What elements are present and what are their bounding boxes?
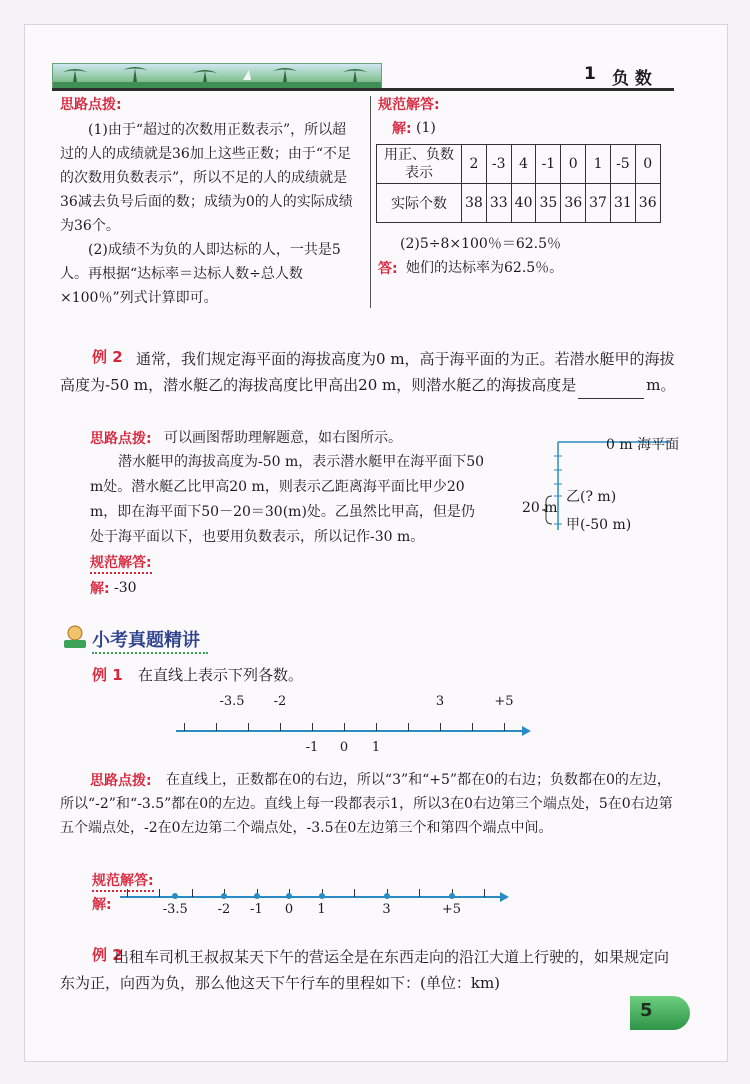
page-number: 5 [640,1000,653,1021]
solve-label: 解: [392,121,412,137]
hint-paragraph-1: (1)由于“超过的次数用正数表示”，所以超过的人的成绩就是36加上这些正数；由于“不足的次数用负数表示”，所以不足的人的成绩就是36减去负号后面的数；成绩为0的人的实际成绩为36个。 [60,122,353,234]
answer-number-label: -2 [217,902,231,917]
chapter-title: 负 数 [612,69,652,89]
sub-b-label: 乙(? m) [566,489,617,505]
hint-body: 潜水艇甲的海拔高度为-50 m，表示潜水艇甲在海平面下50 m处。潜水艇乙比甲高20 m，则表示乙距离海平面比甲少20 m，即在海平面下50－20＝30(m)处。乙虽然比甲高，但是仍处于海平面以下，也要用负数表示，所以记作-30 m。 [90,454,485,545]
table-cell: 36 [561,184,586,223]
example-1-label: 例 1 [92,666,123,684]
results-table [376,144,661,223]
part-2-calculation: (2)5÷8×100％＝62.5％ [400,236,561,252]
table-cell: -3 [486,145,511,184]
answer-number-label: 0 [284,902,294,917]
sub-a-label: 甲(-50 m) [566,517,632,533]
example-2-question [60,346,682,399]
number-label-below: 1 [371,740,381,755]
table-row-header: 实际个数 [377,184,462,223]
solution-label: 规范解答: [378,97,440,113]
column-divider [370,96,371,308]
answer-text: 她们的达标率为62.5％。 [406,260,564,276]
hint-label: 思路点拨: [60,97,122,113]
number-label-above: 3 [435,694,445,709]
answer-number-label: 3 [382,902,391,917]
example-2b-label: 例 2 [92,946,123,964]
answer-number-label: -3.5 [162,902,188,917]
palm-trees-illustration [53,64,381,90]
answer-label: 答: [378,261,398,277]
hint-paragraph-3: 在直线上，正数都在0的右边，所以“3”和“+5”都在0的右边；负数都在0的左边，所以“-2”和“-3.5”都在0的左边。直线上每一段都表示1，所以3在0右边第三个端点处，5在0右边第五个端点处，-2在0左边第二个端点处，-3.5在0左边第三个和第四个端点中间。 [60,772,673,836]
solve-label-3: 解: [92,897,112,913]
solution-label-2: 规范解答: [90,552,152,574]
table-cell: 40 [511,184,536,223]
question-text: 通常，我们规定海平面的海拔高度为0 m，高于海平面的为正。若潜水艇甲的海拔高度为-50 m，潜水艇乙的海拔高度比甲高出20 m，则潜水艇乙的海拔高度是 [60,350,675,394]
number-label-above: -2 [273,694,287,709]
answer-value: -30 [114,580,137,596]
hint-paragraph-2: (2)成绩不为负的人即达标的人，一共是5人。再根据“达标率＝达标人数÷总人数×100％”列式计算即可。 [60,242,341,306]
solution-label-3: 规范解答: [92,870,154,892]
header-rule [52,88,674,91]
table-cell: 2 [462,145,487,184]
table-cell: 31 [610,184,635,223]
answer-number-label: -1 [250,902,263,917]
number-label-above: -3.5 [219,694,245,709]
section-title: 小考真题精讲 [92,630,200,651]
number-label-above: +5 [494,694,514,709]
number-label-below: -1 [305,740,319,755]
table-cell: 36 [635,184,660,223]
table-cell: 4 [511,145,536,184]
hint-label-2: 思路点拨: [90,431,152,447]
table-cell: 1 [586,145,611,184]
header-landscape-band [52,63,382,91]
table-cell: 0 [635,145,660,184]
table-row [377,184,661,223]
example-2b-question: 出租车司机王叔叔某天下午的营运全是在东西走向的沿江大道上行驶的，如果规定向东为正，向西为负，那么他这天下午行车的里程如下：(单位：km) [60,948,670,992]
answer-number-label: 1 [317,902,326,917]
part-1-marker: (1) [416,120,436,136]
student-reading-icon [60,624,90,650]
example-2-label: 例 2 [92,348,123,366]
answer-blank [578,372,644,399]
table-cell: 0 [561,145,586,184]
distance-label: 20 m [522,500,558,516]
table-row-header: 用正、负数表示 [377,145,462,184]
number-label-below: 0 [339,740,349,755]
table-cell: -1 [536,145,561,184]
table-cell: 33 [486,184,511,223]
table-cell: 37 [586,184,611,223]
table-row [377,145,661,184]
sea-level-label: 0 m 海平面 [606,437,680,453]
table-cell: -5 [610,145,635,184]
chapter-number: 1 [584,64,596,84]
blank-unit: m。 [646,376,676,394]
section-underline [92,652,208,654]
hint-first-line: 可以画图帮助理解题意，如右图所示。 [164,430,402,446]
table-cell: 38 [462,184,487,223]
answer-number-label: +5 [441,902,462,917]
hint-label-3: 思路点拨: [90,773,152,789]
table-cell: 35 [536,184,561,223]
example-1-question: 在直线上表示下列各数。 [138,666,304,684]
page-number-badge [630,996,690,1030]
solve-label-2: 解: [90,581,110,597]
